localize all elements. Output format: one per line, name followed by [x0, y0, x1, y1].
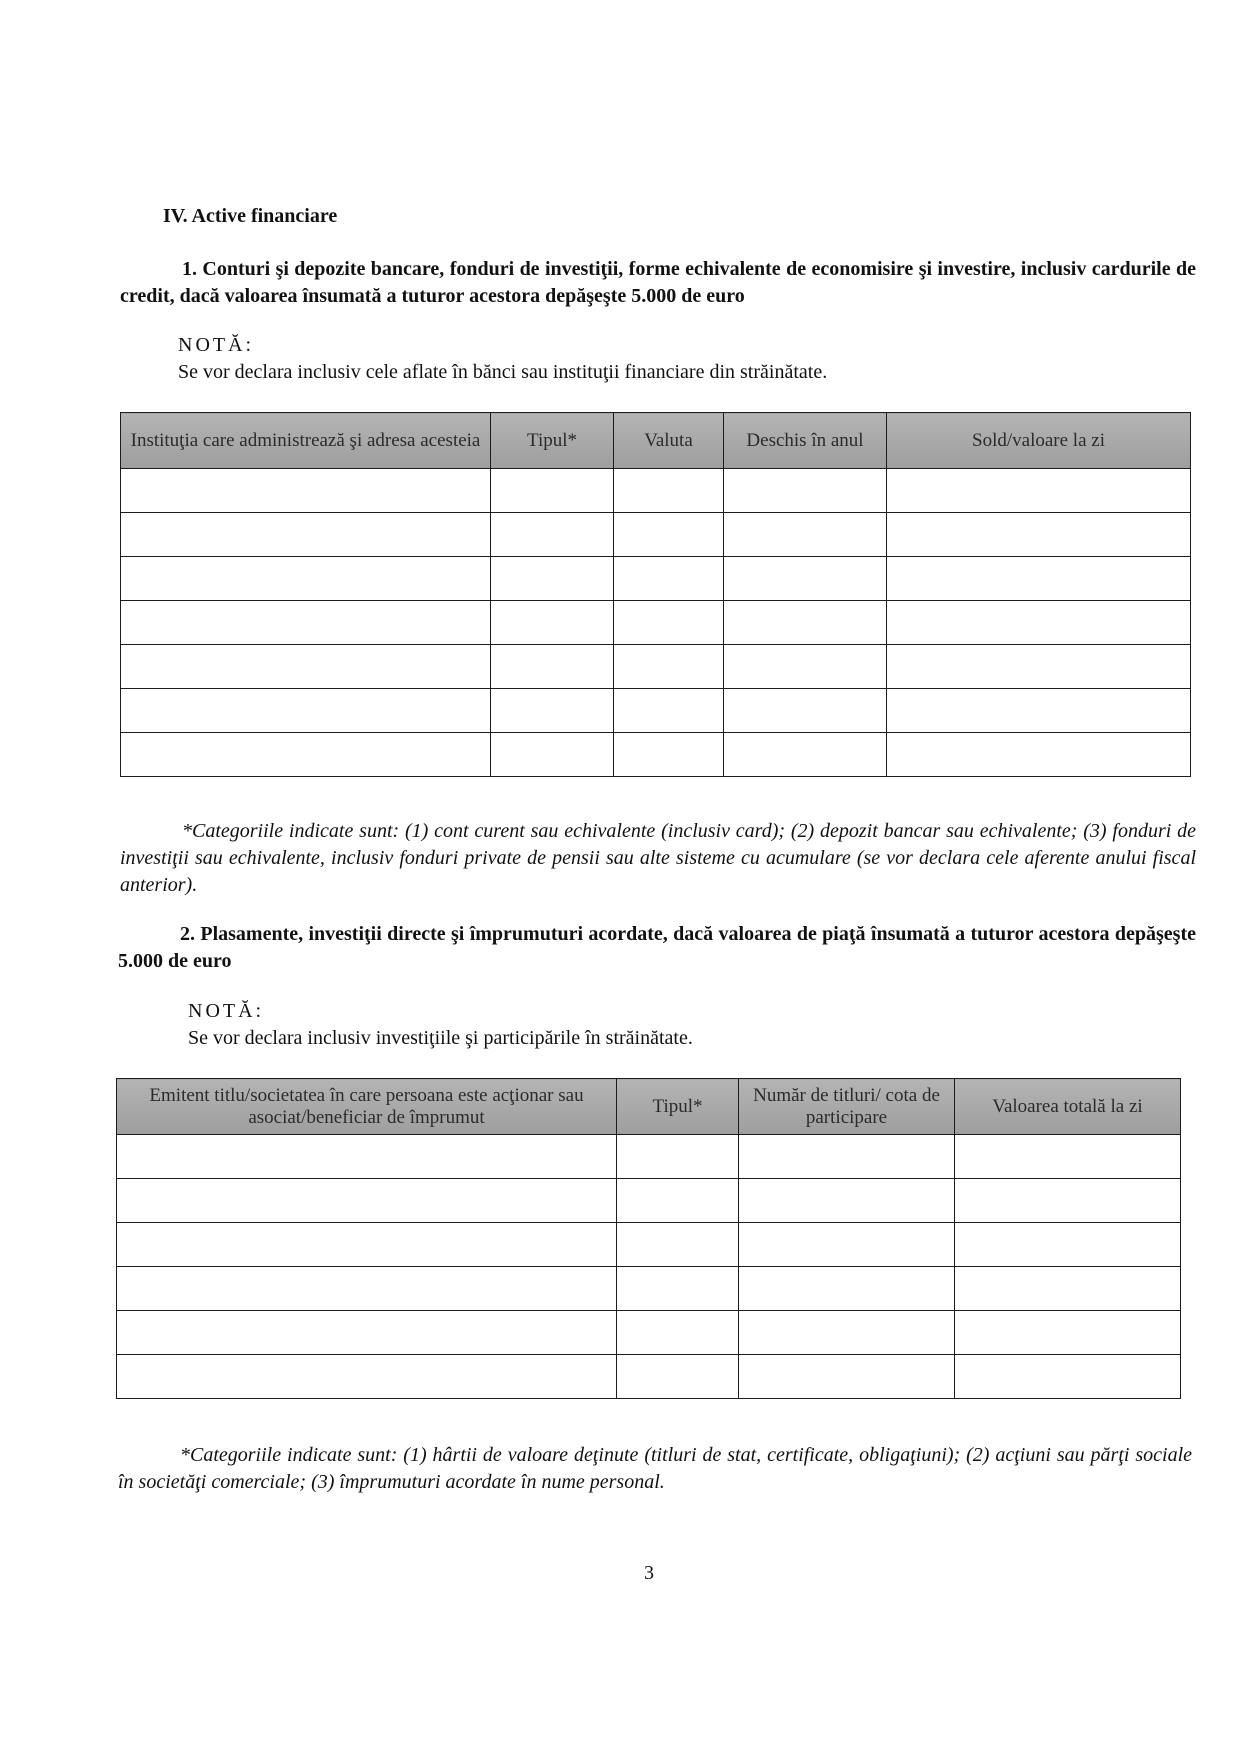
table-cell[interactable]: [617, 1355, 739, 1399]
table-cell[interactable]: [491, 557, 614, 601]
table-row: [121, 645, 1191, 689]
table-cell[interactable]: [739, 1223, 955, 1267]
part1-footnote: *Categoriile indicate sunt: (1) cont curent sau echivalente (inclusiv card); (2) depozit bancar sau echivalente; (3) fonduri de investiţii sau echivalente, inclusiv fonduri private de pensii sau alte sisteme cu acumulare (se vor declara cele aferente anului fiscal anterior).: [120, 820, 1196, 896]
table-row: [121, 601, 1191, 645]
table-cell[interactable]: [739, 1179, 955, 1223]
part1-heading: 1. Conturi şi depozite bancare, fonduri de investiţii, forme echivalente de economisire şi investire, inclusiv cardurile de credit, dacă valoarea însumată a tuturor acestora depăşeşte 5.000 de euro: [120, 258, 1196, 307]
table-row: [121, 513, 1191, 557]
table-cell[interactable]: [887, 689, 1191, 733]
column-header-issuer: Emitent titlu/societatea în care persoana este acţionar sau asociat/beneficiar de împrumut: [117, 1079, 617, 1135]
table-cell[interactable]: [614, 469, 724, 513]
table-row: [117, 1311, 1181, 1355]
table-cell[interactable]: [614, 557, 724, 601]
table-cell[interactable]: [955, 1267, 1181, 1311]
table-cell[interactable]: [117, 1179, 617, 1223]
table-cell[interactable]: [955, 1355, 1181, 1399]
table-cell[interactable]: [117, 1355, 617, 1399]
table-cell[interactable]: [617, 1223, 739, 1267]
table-row: [117, 1179, 1181, 1223]
column-header-type: Tipul*: [491, 413, 614, 469]
table-cell[interactable]: [614, 689, 724, 733]
section-title: IV. Active financiare: [163, 205, 338, 227]
table-cell[interactable]: [617, 1179, 739, 1223]
column-header-total-value: Valoarea totală la zi: [955, 1079, 1181, 1135]
table-cell[interactable]: [887, 513, 1191, 557]
table-cell[interactable]: [617, 1311, 739, 1355]
table-cell[interactable]: [121, 513, 491, 557]
table-cell[interactable]: [121, 645, 491, 689]
table-cell[interactable]: [121, 689, 491, 733]
table-cell[interactable]: [491, 469, 614, 513]
table-cell[interactable]: [887, 601, 1191, 645]
table-cell[interactable]: [739, 1267, 955, 1311]
table-cell[interactable]: [117, 1267, 617, 1311]
table-cell[interactable]: [724, 689, 887, 733]
table-cell[interactable]: [117, 1135, 617, 1179]
table-cell[interactable]: [724, 513, 887, 557]
part2-nota-text: Se vor declara inclusiv investiţiile şi participările în străinătate.: [188, 1027, 693, 1049]
column-header-opened-year: Deschis în anul: [724, 413, 887, 469]
table-row: [121, 733, 1191, 777]
table-row: [117, 1223, 1181, 1267]
table-cell[interactable]: [739, 1355, 955, 1399]
table-cell[interactable]: [121, 557, 491, 601]
part1-nota-label: NOTĂ:: [178, 334, 255, 356]
column-header-type: Tipul*: [617, 1079, 739, 1135]
table-row: [121, 689, 1191, 733]
table-cell[interactable]: [491, 645, 614, 689]
table-cell[interactable]: [491, 513, 614, 557]
table-cell[interactable]: [121, 469, 491, 513]
table-cell[interactable]: [955, 1179, 1181, 1223]
table-cell[interactable]: [724, 469, 887, 513]
table-cell[interactable]: [724, 557, 887, 601]
column-header-currency: Valuta: [614, 413, 724, 469]
table-cell[interactable]: [617, 1135, 739, 1179]
table-cell[interactable]: [121, 733, 491, 777]
table-cell[interactable]: [614, 645, 724, 689]
table-cell[interactable]: [887, 733, 1191, 777]
table-cell[interactable]: [117, 1311, 617, 1355]
table-row: [117, 1267, 1181, 1311]
table-header-row: [117, 1079, 1181, 1135]
table-cell[interactable]: [955, 1223, 1181, 1267]
table-cell[interactable]: [955, 1311, 1181, 1355]
table-cell[interactable]: [614, 733, 724, 777]
page-number: 3: [644, 1562, 654, 1584]
part2-heading: 2. Plasamente, investiţii directe şi împrumuturi acordate, dacă valoarea de piaţă însumată a tuturor acestora depăşeşte 5.000 de euro: [118, 923, 1196, 972]
part2-nota-label: NOTĂ:: [188, 1000, 265, 1022]
table-header-row: [121, 413, 1191, 469]
table-row: [117, 1355, 1181, 1399]
table-cell[interactable]: [955, 1135, 1181, 1179]
table-cell[interactable]: [617, 1267, 739, 1311]
table-cell[interactable]: [121, 601, 491, 645]
bank-accounts-table: [120, 412, 1191, 777]
table-cell[interactable]: [887, 557, 1191, 601]
table-row: [121, 557, 1191, 601]
column-header-balance: Sold/valoare la zi: [887, 413, 1191, 469]
table-cell[interactable]: [739, 1135, 955, 1179]
column-header-institution: Instituţia care administrează şi adresa acesteia: [121, 413, 491, 469]
table-cell[interactable]: [739, 1311, 955, 1355]
table-cell[interactable]: [724, 645, 887, 689]
column-header-share-count: Număr de titluri/ cota de participare: [739, 1079, 955, 1135]
part1-nota-text: Se vor declara inclusiv cele aflate în bănci sau instituţii financiare din străinătate.: [178, 361, 828, 383]
table-cell[interactable]: [117, 1223, 617, 1267]
table-cell[interactable]: [887, 645, 1191, 689]
table-cell[interactable]: [491, 733, 614, 777]
table-cell[interactable]: [724, 601, 887, 645]
part2-footnote: *Categoriile indicate sunt: (1) hârtii de valoare deţinute (titluri de stat, certificate, obligaţiuni); (2) acţiuni sau părţi sociale în societăţi comerciale; (3) împrumuturi acordate în nume personal.: [118, 1444, 1192, 1493]
table-cell[interactable]: [491, 601, 614, 645]
table-cell[interactable]: [887, 469, 1191, 513]
table-cell[interactable]: [614, 601, 724, 645]
table-row: [121, 469, 1191, 513]
table-cell[interactable]: [614, 513, 724, 557]
investments-table: [116, 1078, 1181, 1399]
table-cell[interactable]: [724, 733, 887, 777]
table-row: [117, 1135, 1181, 1179]
table-cell[interactable]: [491, 689, 614, 733]
